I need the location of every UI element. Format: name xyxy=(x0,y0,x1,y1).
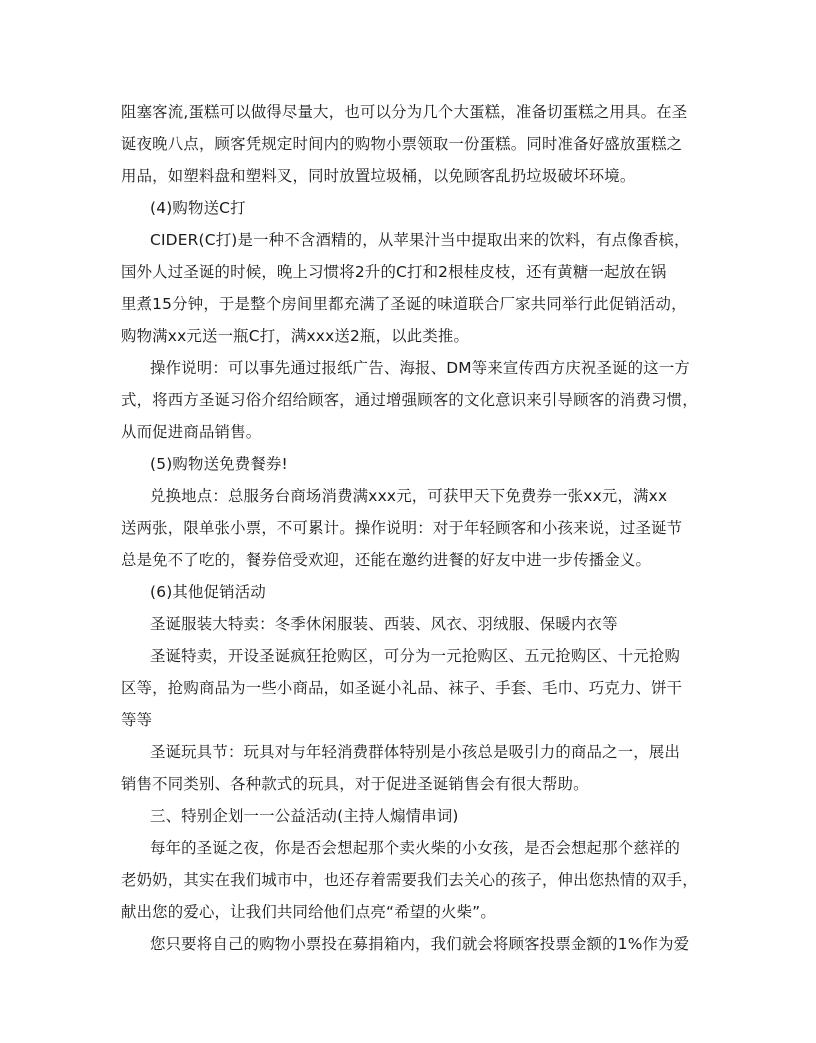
paragraph-line: 老奶奶，其实在我们城市中，也还存着需要我们去关心的孩子，伸出您热情的双手， xyxy=(121,871,698,889)
section-heading: (6)其他促销活动 xyxy=(150,583,266,601)
paragraph-line: 圣诞服装大特卖：冬季休闲服装、西装、风衣、羽绒服、保暖内衣等 xyxy=(150,615,618,633)
paragraph-line: 您只要将自己的购物小票投在募捐箱内，我们就会将顾客投票金额的1%作为爱 xyxy=(150,935,690,953)
paragraph-line: 从而促进商品销售。 xyxy=(121,423,262,441)
paragraph-line: CIDER(C打)是一种不含酒精的，从苹果汁当中提取出来的饮料，有点像香槟， xyxy=(150,231,690,249)
section-heading: (5)购物送免费餐券! xyxy=(150,455,288,473)
paragraph-line: 圣诞玩具节：玩具对与年轻消费群体特别是小孩总是吸引力的商品之一，展出 xyxy=(150,743,681,761)
paragraph-line: 每年的圣诞之夜，你是否会想起那个卖火柴的小女孩，是否会想起那个慈祥的 xyxy=(150,839,681,857)
paragraph-line: 式，将西方圣诞习俗介绍给顾客，通过增强顾客的文化意识来引导顾客的消费习惯， xyxy=(121,391,698,409)
paragraph-line: 兑换地点：总服务台商场消费满xxx元，可获甲天下免费券一张xx元，满xx xyxy=(150,487,668,505)
paragraph-line: 用品，如塑料盘和塑料叉，同时放置垃圾桶，以免顾客乱扔垃圾破坏环境。 xyxy=(121,167,636,185)
paragraph-line: 总是免不了吃的，餐券倍受欢迎，还能在邀约进餐的好友中进一步传播金义。 xyxy=(121,551,652,569)
paragraph-line: 送两张，限单张小票，不可累计。操作说明：对于年轻顾客和小孩来说，过圣诞节 xyxy=(121,519,683,537)
paragraph-line: 诞夜晚八点，顾客凭规定时间内的购物小票领取一份蛋糕。同时准备好盛放蛋糕之 xyxy=(121,135,683,153)
paragraph-line: 献出您的爱心，让我们共同给他们点亮“希望的火柴”。 xyxy=(121,903,496,921)
section-heading: (4)购物送C打 xyxy=(150,199,246,217)
section-heading: 三、特别企划一一公益活动(主持人煽情串词) xyxy=(150,807,459,825)
paragraph-line: 销售不同类别、各种款式的玩具，对于促进圣诞销售会有很大帮助。 xyxy=(121,775,589,793)
paragraph-line: 区等，抢购商品为一些小商品，如圣诞小礼品、袜子、手套、毛巾、巧克力、饼干 xyxy=(121,679,683,697)
paragraph-line: 阻塞客流,蛋糕可以做得尽量大，也可以分为几个大蛋糕，准备切蛋糕之用具。在圣 xyxy=(121,103,688,121)
paragraph-line: 国外人过圣诞的时候，晚上习惯将2升的C打和2根桂皮枝，还有黄糖一起放在锅 xyxy=(121,263,667,281)
paragraph-line: 等等 xyxy=(121,711,153,729)
paragraph-line: 里煮15分钟，于是整个房间里都充满了圣诞的味道联合厂家共同举行此促销活动， xyxy=(121,295,687,313)
paragraph-line: 操作说明：可以事先通过报纸广告、海报、DM等来宣传西方庆祝圣诞的这一方 xyxy=(150,359,691,377)
paragraph-line: 圣诞特卖，开设圣诞疯狂抢购区，可分为一元抢购区、五元抢购区、十元抢购 xyxy=(150,647,681,665)
paragraph-line: 购物满xx元送一瓶C打，满xxx送2瓶，以此类推。 xyxy=(121,327,470,345)
